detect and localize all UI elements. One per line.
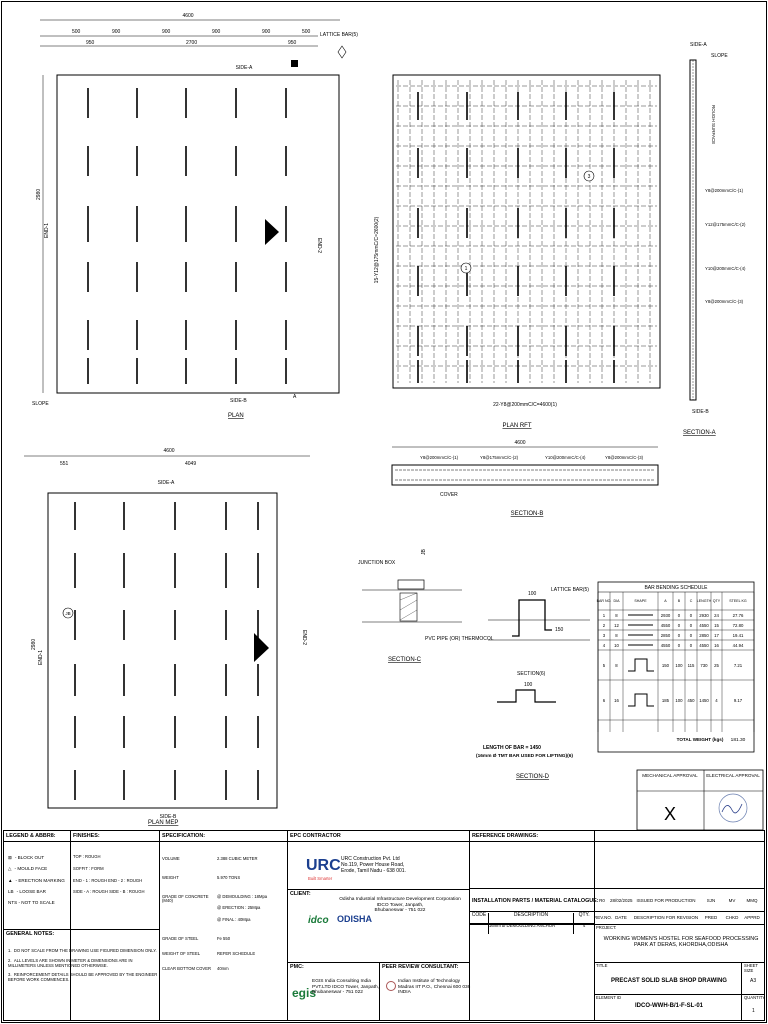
bbs-cell: 25 xyxy=(714,663,719,668)
plan-top-dim: 900 xyxy=(262,29,271,35)
plan-second-dim: 950 xyxy=(288,40,297,46)
plan-view xyxy=(32,13,358,419)
sec-c-jb: JB xyxy=(421,549,427,555)
title-label: TITLE xyxy=(596,963,608,968)
bbs-cell: 450 xyxy=(687,698,695,703)
bbs-header-cell: A xyxy=(664,599,667,603)
general-notes: 1. DO NOT SCALE FROM THE DRAWING USE FIGURED DIMENSION ONLY. 2. ALL LEVELS ARE SHOWN IN METER & DIMENSIONS ARE IN MILLIMETERS UNLESS MENTIONED OTHERWISE. 3. REINFORCEMENT DETAILS SHOULD BE APPROVED BY THE ENGINEER BEFORE WORK COMMENCES. xyxy=(8,948,158,983)
bbs-shape-bent xyxy=(628,694,654,706)
section-a-title: SECTION-A xyxy=(683,430,716,436)
project-name: WORKING WOMEN'S HOSTEL FOR SEAFOOD PROCESSING PARK AT DERAS, KHORDHA,ODISHA xyxy=(603,936,759,949)
egis-logo: egis xyxy=(292,986,317,1000)
bbs-cell: 115 xyxy=(687,663,695,668)
epc-title: EPC CONTRACTOR xyxy=(290,833,341,839)
bbs-cell: 6 xyxy=(602,698,606,703)
sec-d-dim-100: 100 xyxy=(524,682,533,688)
bbs-cell: 10 xyxy=(614,643,619,648)
bbs-cell: 8 xyxy=(615,613,618,618)
bbs-cell: 730 xyxy=(700,663,708,668)
bbs-cell: 2 xyxy=(602,623,606,628)
rft-bottom-label: 22-Y8@200mmC/C=4600(1) xyxy=(493,402,557,408)
bbs-cell: 1450 xyxy=(699,698,709,703)
install-title: INSTALLATION PARTS / MATERIAL CATALOGUE: xyxy=(472,898,599,904)
plan-end1: END-1 xyxy=(44,222,50,238)
bbs-header-cell: B xyxy=(677,599,681,603)
sec-a-label-2: Y12@175mmC/C-(2) xyxy=(705,222,746,227)
legend-nts: NTS - NOT TO SCALE xyxy=(8,900,55,906)
plan-title: PLAN xyxy=(228,413,244,419)
drawing-title: PRECAST SOLID SLAB SHOP DRAWING xyxy=(611,978,727,984)
bbs-header-cell: C xyxy=(689,599,693,603)
bbs-cell: 4 xyxy=(602,643,606,648)
mech-x-mark: X xyxy=(663,804,677,824)
bbs-cell: 4550 xyxy=(660,623,671,628)
plan-top-dim: 900 xyxy=(162,29,171,35)
sheet-size: A3 xyxy=(750,978,757,984)
sec-d-lattice: LATTICE BAR(5) xyxy=(551,587,589,593)
bbs-cell: 150 xyxy=(661,663,670,668)
lattice-label: LATTICE BAR(5) xyxy=(320,32,358,38)
bbs-header-cell: SHAPE xyxy=(634,599,647,603)
plan-top-dim: 500 xyxy=(72,29,81,35)
mep-dim-2: 4049 xyxy=(185,461,197,467)
bbs-header-cell: LENGTH xyxy=(696,599,712,603)
bbs-cell: 4550 xyxy=(660,643,671,648)
project-label: PROJECT: xyxy=(596,925,617,930)
sec-a-label-1: Y8@200mmC/C-(1) xyxy=(705,188,744,193)
bbs-cell: 19.41 xyxy=(732,633,744,638)
sec-d-note2: (16mm Ø TMT BAR USED FOR LIFTING)(6) xyxy=(476,754,574,759)
bbs-cell: 24 xyxy=(714,613,719,618)
sec-b-cover: COVER xyxy=(440,492,458,498)
install-table: CODE DESCRIPTION QTY. 16mm Ø DEMOULDING ANCHOR 4 xyxy=(470,913,594,934)
bbs-cell: 0 xyxy=(689,613,693,618)
bbs-cell: 12 xyxy=(614,623,619,628)
bbs-table xyxy=(597,592,754,743)
mech-approval: MECHANICAL APPROVAL xyxy=(642,773,698,778)
section-a-side-b: SIDE-B xyxy=(692,409,709,415)
mep-overall: 4600 xyxy=(163,448,175,454)
bbs-cell: 0 xyxy=(689,633,693,638)
legend-loose-bar: - LOOSE BAR xyxy=(16,888,46,894)
section-b-view xyxy=(392,440,658,517)
bbs-header-cell: STEEL KG xyxy=(729,599,747,603)
legend-symbols xyxy=(8,855,65,905)
bbs-cell: 100 xyxy=(675,698,683,703)
plan-marker-a: A xyxy=(293,394,297,400)
plan-mep-view xyxy=(24,448,310,826)
legend-block-out: - BLOCK OUT xyxy=(14,855,45,860)
block-out-icon: ⊠ xyxy=(8,855,12,860)
title-block xyxy=(3,830,765,1021)
plan-side-b: SIDE-B xyxy=(230,398,247,404)
legend-erection: - ERECTION MARKING xyxy=(15,877,65,883)
bbs-header-cell: DIA xyxy=(613,599,620,603)
bbs-cell: 27.76 xyxy=(732,613,744,618)
mep-jb: JB xyxy=(65,611,71,616)
mep-lattice-bars xyxy=(75,502,258,800)
legend-title: LEGEND & ABBR8: xyxy=(6,833,56,839)
sec-d-sub: SECTION(6) xyxy=(517,671,546,677)
plan-slope: SLOPE xyxy=(32,401,49,407)
section-c-title: SECTION-C xyxy=(388,657,421,663)
client-address: Odisha Industrial Infrastructure Development Corporation IDCO Tower, Janpath, Bhubaneswar - 751 022 xyxy=(339,897,461,914)
bbs-cell: 16 xyxy=(714,643,719,648)
mep-side-a: SIDE-A xyxy=(157,480,175,486)
pmc-title: PMC: xyxy=(290,964,304,970)
bbs-cell: 72.80 xyxy=(732,623,744,628)
rft-title: PLAN RFT xyxy=(502,423,532,429)
ref-title: REFERENCE DRAWINGS: xyxy=(472,833,539,839)
plan-top-dims xyxy=(72,29,311,35)
bbs-cell: 2930 xyxy=(660,613,671,618)
plan-second-dim: 2700 xyxy=(186,40,198,46)
spec-title: SPECIFICATION: xyxy=(162,833,206,839)
bbs-header-cell: BAR NO. xyxy=(596,599,612,603)
plan-end2: END-2 xyxy=(316,238,322,254)
bbs-cell: 3 xyxy=(602,633,606,638)
mould-face-icon: △ xyxy=(8,866,12,872)
bbs-cell: 4550 xyxy=(699,623,709,628)
sec-d-note1: LENGTH OF BAR = 1450 xyxy=(483,745,541,751)
bbs-cell: 2850 xyxy=(660,633,671,638)
bbs-cell: 0 xyxy=(689,623,693,628)
section-a-slope: SLOPE xyxy=(711,53,728,59)
bbs-cell: 8 xyxy=(615,663,618,668)
peer-title: PEER REVIEW CONSULTANT: xyxy=(382,964,459,970)
bbs-cell: 185 xyxy=(661,698,670,703)
section-d-view xyxy=(476,587,590,780)
plan-lattice-bars xyxy=(88,88,286,384)
erection-marking-icon: ▲ xyxy=(8,877,13,883)
sec-c-jb-label: JUNCTION BOX xyxy=(358,560,396,566)
revision-row: R0 28/02/2025 ISSUED FOR PRODUCTION SJN MV MMQ REV.NO. DATE DESCRIPTION FOR REVISION PRED CHKD APPRD xyxy=(594,891,765,924)
bbs-cell: 9.17 xyxy=(733,698,743,703)
section-c-view xyxy=(358,549,494,664)
sec-b-label-3: Y10@200mmC/C-(4) xyxy=(545,455,586,460)
mep-dim-1: 551 xyxy=(60,461,69,467)
plan-rft-view xyxy=(374,75,660,429)
bbs-cell: 100 xyxy=(675,663,683,668)
legend-mould-face: - MOULD FACE xyxy=(14,866,48,872)
client-title: CLIENT: xyxy=(290,891,311,897)
bbs-cell: 8 xyxy=(615,633,618,638)
notes-title: GENERAL NOTES: xyxy=(6,931,55,937)
sec-c-pvc-label: PVC PIPE (OR) THERMOCOL xyxy=(425,636,494,642)
sec-b-label-4: Y8@200mmC/C-(3) xyxy=(605,455,644,460)
mep-side-b: SIDE-B xyxy=(159,814,177,820)
elec-approval: ELECTRICAL APPROVAL xyxy=(706,773,760,778)
bbs-cell: 5 xyxy=(602,663,606,668)
finishes-title: FINISHES: xyxy=(73,833,100,839)
odisha-logo: ODISHA xyxy=(337,914,373,924)
sec-b-label-2: Y8@175mmC/C-(2) xyxy=(480,455,519,460)
bbs-cell: 7.21 xyxy=(733,663,743,668)
spec-list: VOLUME 2.388 CUBIC METER WEIGHT 5.970 TONS GRADE OF CONCRETE (M40) @ DEMOULDING : 18Mpa @ ERECTION : 25Mpa @ FINAL : 40Mpa GRADE OF STEEL Fe 550 WEIGHT OF STEEL REFER SCHEDULE CLEAR BOTTOM COVER 40mm xyxy=(162,856,268,971)
bbs-cell: 2930 xyxy=(699,613,709,618)
bbs-cell: 4550 xyxy=(699,643,709,648)
plan-top-dim: 900 xyxy=(212,29,221,35)
bbs-cell: 44.94 xyxy=(732,643,744,648)
rft-left-label: 15-Y12@175mmC/C=2600(2) xyxy=(374,216,380,284)
plan-second-dims xyxy=(86,40,297,46)
qty-label: QUANTITY xyxy=(744,995,766,1000)
bbs-title: BAR BENDING SCHEDULE xyxy=(644,585,708,591)
mep-end1: END-1 xyxy=(38,649,44,665)
approval-block xyxy=(637,770,763,830)
plan-top-dim: 900 xyxy=(112,29,121,35)
sec-d-150: 150 xyxy=(555,627,564,633)
bbs-cell: 2850 xyxy=(699,633,709,638)
bbs-total-label: TOTAL WEIGHT (kgs) xyxy=(676,737,724,742)
bar-bending-schedule xyxy=(597,582,754,752)
bbs-cell: 0 xyxy=(677,623,681,628)
urc-tagline: Built Smarter xyxy=(308,876,333,881)
bbs-cell: 4 xyxy=(715,698,718,703)
plan-overall-dim: 4600 xyxy=(182,13,194,19)
section-a-view xyxy=(683,42,746,436)
bbs-header-cell: QTY xyxy=(712,599,721,603)
finishes-list: TOP : ROUGH SOFFIT : FORM END - 1 : ROUGH END - 2 : ROUGH SIDE - A : ROUGH SIDE - B : ROUGH xyxy=(73,854,145,895)
section-b-title: SECTION-B xyxy=(510,511,544,517)
sec-a-label-4: Y8@200mmC/C-(3) xyxy=(705,299,744,304)
note-1: DO NOT SCALE FROM THE DRAWING USE FIGURED DIMENSION ONLY. xyxy=(13,948,157,953)
rft-circle-1: 1 xyxy=(464,266,468,272)
bbs-cell: 0 xyxy=(677,643,681,648)
bbs-cell: 17 xyxy=(714,633,719,638)
epc-address: URC Construction Pvt. Ltd No.119, Power House Road, Erode, Tamil Nadu - 638 001. xyxy=(341,856,406,874)
idco-logo: idco xyxy=(308,915,329,926)
rft-circle-3: 3 xyxy=(587,174,591,180)
plan-second-dim: 950 xyxy=(86,40,95,46)
qty-value: 1 xyxy=(752,1008,755,1014)
bbs-shape-bent xyxy=(628,659,654,671)
section-d-title: SECTION-D xyxy=(516,774,549,780)
section-b-overall: 4600 xyxy=(514,440,526,446)
sec-b-label-1: Y8@200mmC/C-(1) xyxy=(420,455,459,460)
rough-surface-label: ROUGH SURFACE xyxy=(711,105,716,145)
bbs-cell: 0 xyxy=(677,613,681,618)
mep-height: 2980 xyxy=(31,638,37,650)
section-a-side-a: SIDE-A xyxy=(690,42,707,48)
element-label: ELEMENT ID xyxy=(596,995,622,1000)
bbs-cell: 1 xyxy=(602,613,606,618)
mep-end2: END-2 xyxy=(301,630,307,646)
sec-a-label-3: Y10@200mmC/C-(4) xyxy=(705,266,746,271)
element-id: IDCO-WWH-B/1-F-SL-01 xyxy=(635,1003,703,1009)
note-2: ALL LEVELS ARE SHOWN IN METER & DIMENSIONS ARE IN MILLIMETERS UNLESS MENTIONED OTHERWISE. xyxy=(8,957,133,968)
mep-title: PLAN MEP xyxy=(148,820,179,826)
bbs-total-value: 181.30 xyxy=(730,738,746,743)
sheet-size-label: SHEET SIZE xyxy=(744,963,758,973)
bbs-cell: 0 xyxy=(689,643,693,648)
note-3: REINFORCEMENT DETAILS SHOULD BE APPROVED BY THE ENGINEER BEFORE WORK COMMENCES. xyxy=(8,972,158,983)
bbs-cell: 15 xyxy=(714,623,719,628)
rft-grid xyxy=(396,80,657,383)
peer-address: Indian Institute of Technology Madras IIT P.O., Chennai 600 036 INDIA xyxy=(398,979,471,996)
urc-logo: URC xyxy=(306,857,341,874)
plan-height-dim: 2980 xyxy=(36,188,42,200)
legend-lb-key: LB xyxy=(8,888,14,894)
plan-side-a: SIDE-A xyxy=(235,65,253,71)
iit-logo-icon xyxy=(386,981,396,991)
sec-d-100: 100 xyxy=(528,591,537,597)
bbs-cell: 16 xyxy=(614,698,619,703)
bbs-cell: 0 xyxy=(677,633,681,638)
pmc-address: EGIS India Consulting India PVT.LTD IDCO Tower, Janpath, Bhubaneswar - 751 022 xyxy=(312,979,380,996)
plan-top-dim: 500 xyxy=(302,29,311,35)
